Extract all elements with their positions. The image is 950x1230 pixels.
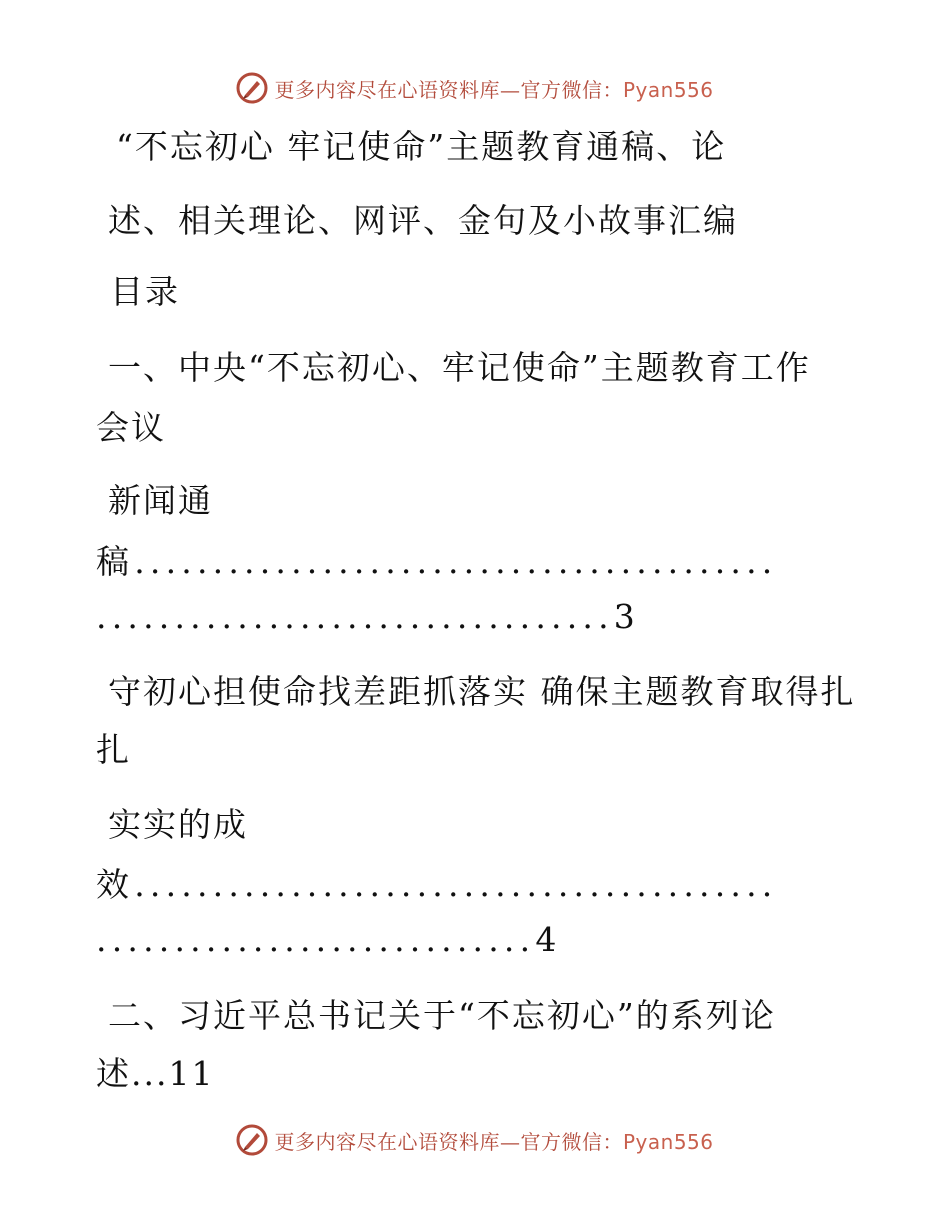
banner-text: 更多内容尽在心语资料库—官方微信：Pyan556 [274,1129,714,1154]
toc-entry-2-title-line-3: 实实的成 [108,805,248,844]
banner-text: 更多内容尽在心语资料库—官方微信：Pyan556 [274,77,714,102]
toc-section-1-line-2: 会议 [96,408,166,447]
pen-logo-icon [236,1124,268,1156]
toc-entry-1-title: 新闻通 [108,481,213,520]
pen-logo-icon [236,72,268,104]
toc-section-2-line-2: 述...11 [96,1054,215,1093]
toc-entry-1-leader: 稿......................................... [96,542,778,581]
toc-section-2-line-1: 二、习近平总书记关于“不忘初心”的系列论 [108,996,776,1035]
header-banner [0,68,950,108]
toc-entry-2-leader: 效......................................... [96,865,778,904]
footer-banner [0,1120,950,1160]
toc-heading: 目录 [110,272,180,311]
toc-section-1-line-1: 一、中央“不忘初心、牢记使命”主题教育工作 [108,348,811,387]
title-line-1: “不忘初心 牢记使命”主题教育通稿、论 [116,127,727,166]
toc-entry-1-page: .................................3 [96,597,640,636]
title-line-2: 述、相关理论、网评、金句及小故事汇编 [108,201,738,240]
toc-entry-2-title-line-2: 扎 [96,730,131,769]
toc-entry-2-page: ............................4 [96,920,562,959]
toc-entry-2-title-line-1: 守初心担使命找差距抓落实 确保主题教育取得扎 [108,672,856,711]
